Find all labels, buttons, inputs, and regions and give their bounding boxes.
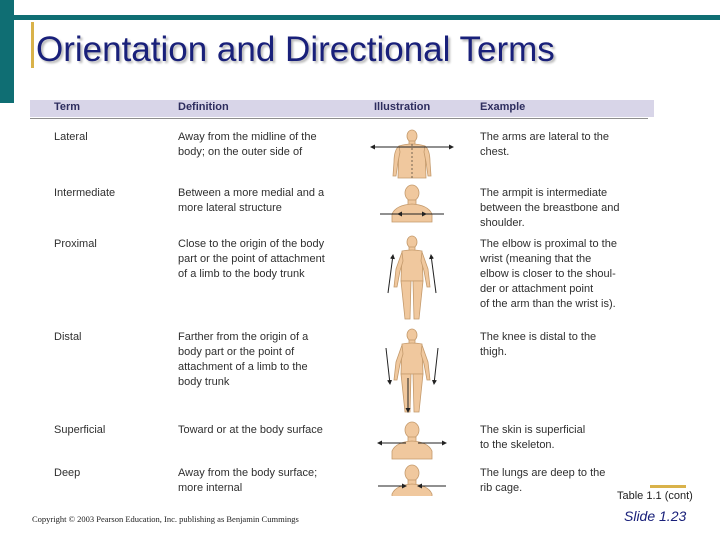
definition-cell: Away from the midline of the body; on the outer side of — [178, 131, 317, 158]
slide-title: Orientation and Directional Terms — [36, 30, 555, 69]
example-cell: The lungs are deep to the rib cage. — [480, 467, 606, 494]
directional-terms-table — [30, 100, 654, 496]
accent-bar-left — [0, 0, 14, 103]
upper-body-lateral-arrows-icon — [366, 128, 458, 184]
definition-cell: Toward or at the body surface — [178, 424, 323, 436]
header-definition: Definition — [178, 101, 229, 113]
definition-cell: Farther from the origin of a body part or the point of attachment of a limb to the body trunk — [178, 331, 309, 388]
term-cell: Superficial — [54, 424, 106, 436]
caption-rule — [650, 485, 686, 488]
example-cell: The elbow is proximal to the wrist (meaning that the elbow is closer to the shoul- der or attachment point of the arm than the wrist is). — [480, 238, 617, 310]
slide-number: Slide 1.23 — [624, 508, 687, 524]
example-cell: The skin is superficial to the skeleton. — [480, 424, 586, 451]
definition-cell: Away from the body surface; more internal — [178, 467, 318, 494]
bust-intermediate-arrows-icon — [366, 184, 458, 224]
bust-deep-arrows-icon — [366, 464, 458, 496]
title-rule — [31, 22, 34, 68]
bust-superficial-arrows-icon — [366, 421, 458, 461]
header-example: Example — [480, 101, 526, 113]
full-body-distal-arrows-icon — [366, 328, 458, 416]
copyright-notice: Copyright © 2003 Pearson Education, Inc. publishing as Benjamin Cummings — [32, 514, 299, 524]
full-body-proximal-arrows-icon — [366, 235, 458, 323]
table-header-row — [30, 100, 654, 117]
example-cell: The arms are lateral to the chest. — [480, 131, 610, 158]
table-caption: Table 1.1 (cont) — [617, 490, 693, 502]
term-cell: Deep — [54, 467, 81, 479]
header-illustration: Illustration — [374, 101, 431, 113]
header-divider — [30, 118, 648, 119]
accent-bar-top — [14, 15, 720, 20]
term-cell: Lateral — [54, 131, 88, 143]
header-term: Term — [54, 101, 81, 113]
definition-cell: Between a more medial and a more lateral structure — [178, 187, 325, 214]
term-cell: Proximal — [54, 238, 97, 250]
example-cell: The knee is distal to the thigh. — [480, 331, 597, 358]
term-cell: Intermediate — [54, 187, 116, 199]
definition-cell: Close to the origin of the body part or the point of attachment of a limb to the body trunk — [178, 238, 325, 280]
example-cell: The armpit is intermediate between the breastbone and shoulder. — [480, 187, 620, 229]
term-cell: Distal — [54, 331, 82, 343]
